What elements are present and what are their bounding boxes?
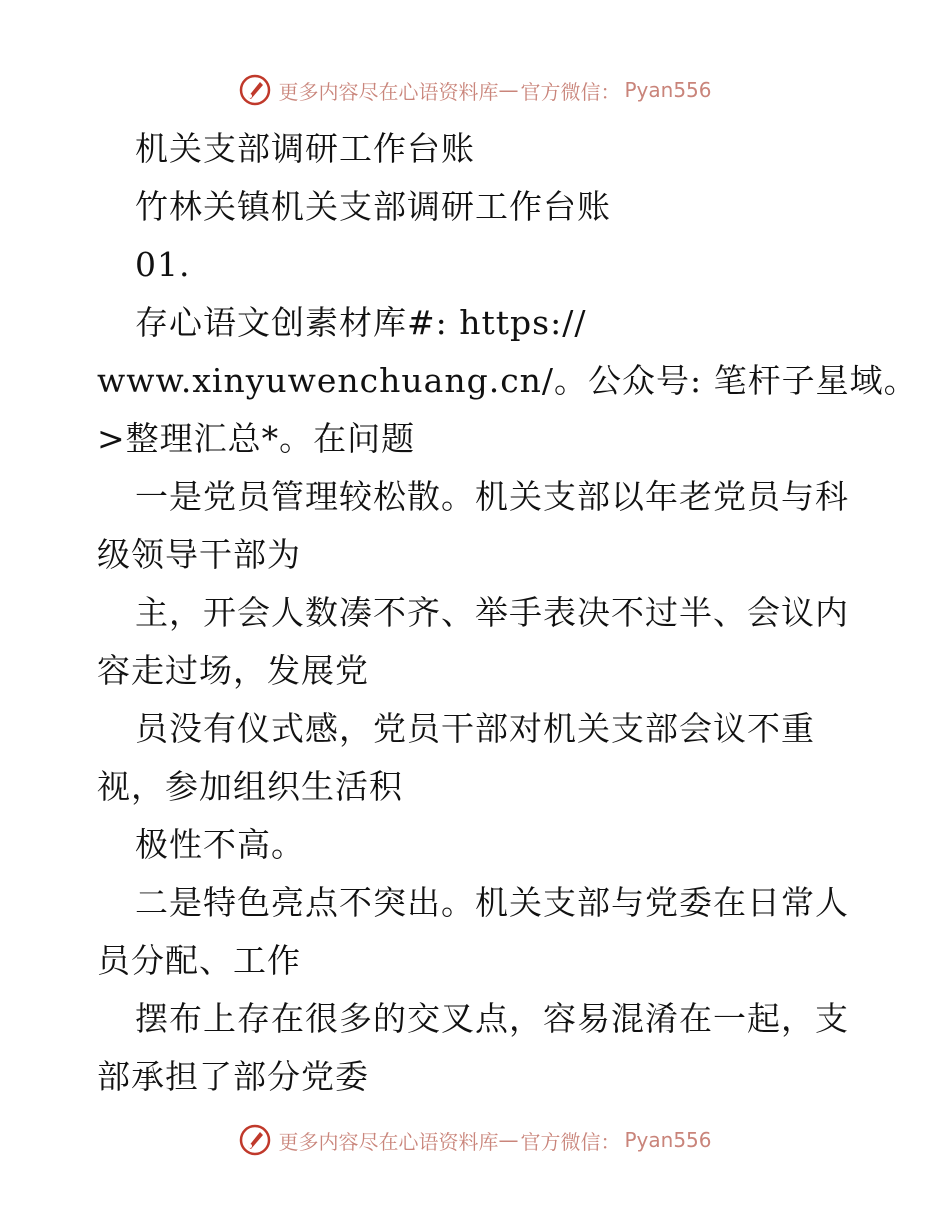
text-line: 一是党员管理较松散。机关支部以年老党员与科 <box>135 477 849 516</box>
text-line: >整理汇总*。在问题 <box>97 419 416 458</box>
text-line: 容走过场，发展党 <box>97 651 369 690</box>
watermark-wechat-label: 官方微信： <box>520 79 621 104</box>
watermark-text: 更多内容尽在心语资料库 <box>278 1129 499 1154</box>
text-line: 极性不高。 <box>135 825 305 864</box>
text-line: 视，参加组织生活积 <box>97 767 403 806</box>
text-line: 员分配、工作 <box>97 941 301 980</box>
footer-watermark <box>0 1120 950 1160</box>
text-line: www.xinyuwenchuang.cn/。公众号: 笔杆子星域。 <box>97 361 918 400</box>
watermark-account: Pyan556 <box>624 1128 712 1152</box>
text-line: 员没有仪式感，党员干部对机关支部会议不重 <box>135 709 815 748</box>
watermark-dash: — <box>498 1128 519 1152</box>
pen-nib-circle-icon <box>238 1123 272 1157</box>
text-line: 机关支部调研工作台账 <box>135 129 475 168</box>
text-line: 存心语文创素材库#: https:// <box>135 303 587 342</box>
text-line: 主，开会人数凑不齐、举手表决不过半、会议内 <box>135 593 849 632</box>
text-line: 竹林关镇机关支部调研工作台账 <box>135 187 611 226</box>
watermark-dash: — <box>498 78 519 102</box>
watermark-text: 更多内容尽在心语资料库 <box>278 79 499 104</box>
text-line: 二是特色亮点不突出。机关支部与党委在日常人 <box>135 883 849 922</box>
text-line: 部承担了部分党委 <box>97 1057 369 1096</box>
text-line: 摆布上存在很多的交叉点，容易混淆在一起，支 <box>135 999 849 1038</box>
header-watermark <box>0 70 950 110</box>
watermark-wechat-label: 官方微信： <box>520 1129 621 1154</box>
watermark-account: Pyan556 <box>624 78 712 102</box>
pen-nib-circle-icon <box>238 73 272 107</box>
document-body <box>97 120 918 1106</box>
text-line: 级领导干部为 <box>97 535 301 574</box>
text-line: 01. <box>135 245 191 284</box>
